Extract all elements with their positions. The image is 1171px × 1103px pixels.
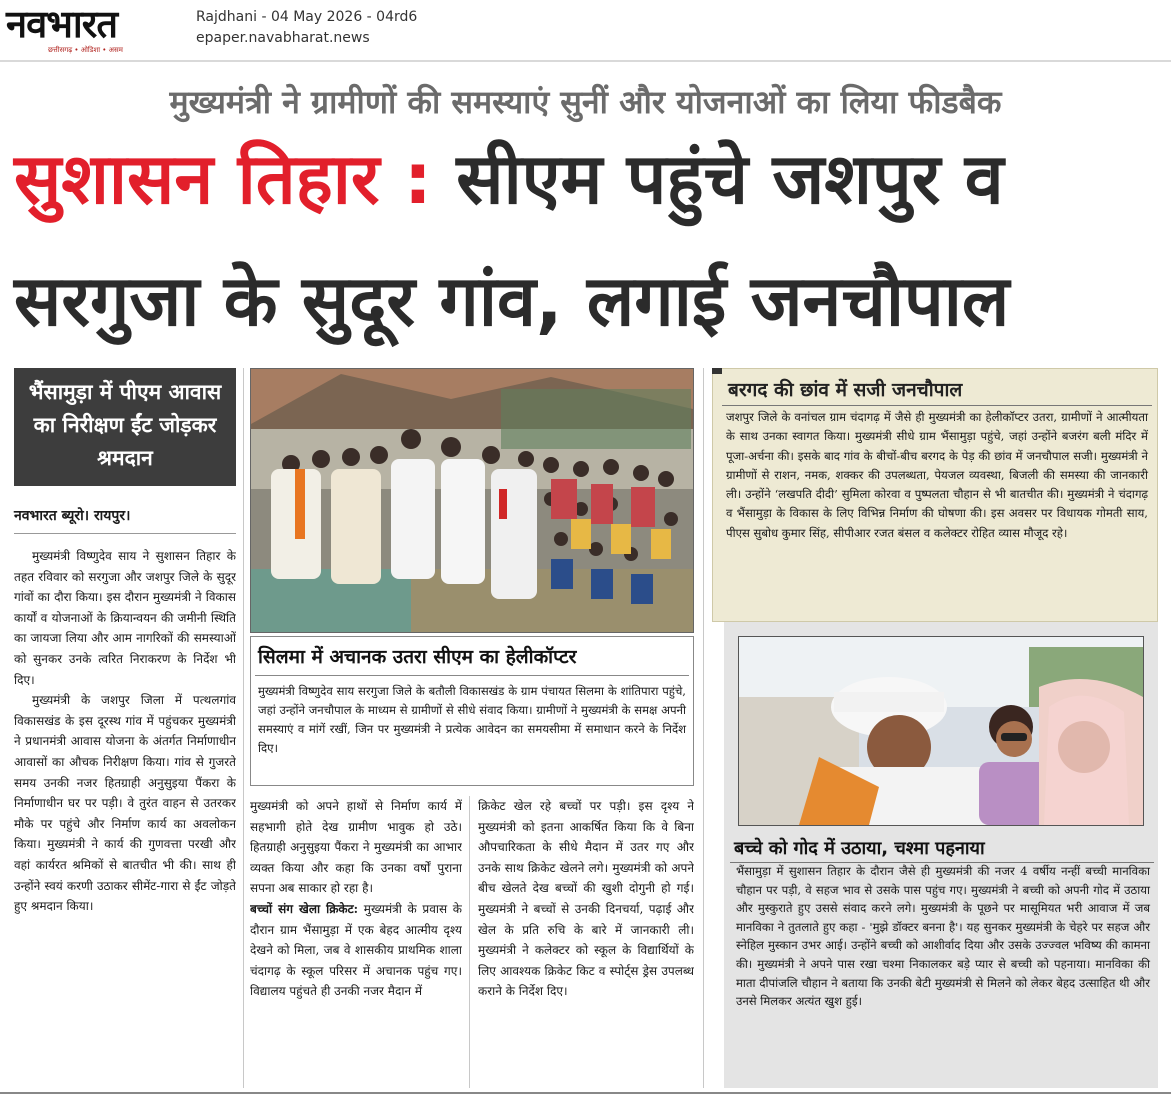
side-story-title: भैंसामुड़ा में पीएम आवास का निरीक्षण ईंट जोड़कर श्रमदान [28,380,222,470]
jan-chaupal-photo [250,368,694,633]
bargad-accent-mark [712,368,722,374]
middle-col1-para-2-text: मुख्यमंत्री के प्रवास के दौरान ग्राम भैंसामुड़ा में एक बेहद आत्मीय दृश्य देखने को मिला, जब वे शासकीय प्राथमिक शाला चंदागढ़ के स्कूल परिसर में अचानक पहुंच गए। विद्यालय पहुंचते ही उनकी नजर मैदान में [250,901,462,999]
column-divider [243,368,244,1088]
page-bottom-divider [0,1092,1171,1094]
edition-info: Rajdhani - 04 May 2026 - 04rd6 [196,9,418,25]
byline-divider [14,533,236,534]
bargad-story-body [726,408,1148,543]
middle-col2-para: क्रिकेट खेल रहे बच्चों पर पड़ी। इस दृश्य ने मुख्यमंत्री को इतना आकर्षित किया कि वे बिना औपचारिकता के सीधे मैदान में उतर गए और उनके साथ क्रिकेट खेलने लगे। मुख्यमंत्री को अपने बीच खेलते देख बच्चों की खुशी दोगुनी हो गई। मुख्यमंत्री ने बच्चों से उनकी दिनचर्या, पढ़ाई और खेल के प्रति रुचि के बारे में जानकारी ली। मुख्यमंत्री ने कलेक्टर को स्कूल के विद्यार्थियों के लिए आवश्यक क्रिकेट किट व स्पोर्ट्स ड्रेस उपलब्ध कराने के निर्देश दिए। [478,799,694,999]
bargad-story-para: जशपुर जिले के वनांचल ग्राम चंदागढ़ में जैसे ही मुख्यमंत्री का हेलीकॉप्टर उतरा, ग्रामीणों ने आत्मीयता के साथ उनका स्वागत किया। मुख्यमंत्री सीधे ग्राम भैंसामुड़ा पहुंचे, जहां उन्होंने बजरंग बली मंदिर में पूजा-अर्चना की। इसके बाद गांव के बीचों-बीच बरगद के पेड़ की छांव में जनचौपाल सजी। मुख्यमंत्री ने ग्रामीणों से राशन, नमक, शक्कर की उपलब्धता, पेयजल व्यवस्था, बिजली की समस्या की जानकारी ली। उन्होंने ‘लखपति दीदी’ सुमिला कोरवा व पुष्पलता चौहान से भी बातचीत की। मुख्यमंत्री ने चंदागढ़ व भैंसामुड़ा के विकास के लिए विभिन्न निर्माण की घोषणा की। इस अवसर पर विधायक गोमती साय, पीएस सुबोध कुमार सिंह, सीपीआर रजत बंसल व कलेक्टर रोहित व्यास मौजूद रहे। [726,410,1148,540]
side-story-body [14,546,236,1086]
headline-line-2: सरगुजा के सुदूर गांव, लगाई जनचौपाल [14,260,1010,342]
child-story-title: बच्चे को गोद में उठाया, चश्मा पहनाया [734,838,985,859]
middle-column-2 [478,796,694,1088]
child-story-body [736,862,1150,1011]
masthead-divider [0,60,1171,62]
side-story-para-1: मुख्यमंत्री विष्णुदेव साय ने सुशासन तिहार के तहत रविवार को सरगुजा और जशपुर जिले के सुदूर गांवों का दौरा किया। इस दौरान मुख्यमंत्री ने विकास कार्यों व योजनाओं के क्रियान्वयन की जमीनी स्थिति का जायजा लिया और आम नागरिकों की समस्याओं को सुनकर उनके त्वरित निराकरण के निर्देश भी दिए। [14,549,236,687]
bargad-story-title: बरगद की छांव में सजी जनचौपाल [728,379,963,401]
child-photo-illustration [739,637,1143,825]
child-story-para: भैंसामुड़ा में सुशासन तिहार के दौरान जैसे ही मुख्यमंत्री की नजर 4 वर्षीय नन्हीं बच्ची मानविका चौहान पर पड़ी, वे सहज भाव से उसके पास पहुंच गए। मुख्यमंत्री ने बच्ची को अपनी गोद में उठाया और मुस्कुराते हुए उससे संवाद करने लगे। मुख्यमंत्री के पूछने पर मासूमियत भरी आवाज में जब मानविका ने तुतलाते हुए कहा - 'मुझे डॉक्टर बनना है'। यह सुनकर मुख्यमंत्री के चेहरे पर सहज और स्नेहिल मुस्कान उभर आई। उन्होंने बच्ची को आशीर्वाद दिया और उसके उज्ज्वल भविष्य की कामना की। मुख्यमंत्री ने अपने पास रखा चश्मा निकालकर बड़े प्यार से बच्ची को पहनाया। मानविका की माता दीपांजलि चौहान ने बताया कि उनकी बेटी मुख्यमंत्री से मिलने को लेकर बेहद उत्साहित थी और उनसे मिलकर अत्यंत खुश हुई। [736,864,1150,1009]
logo-tagline: छत्तीसगढ़ • ओडिशा • असम [48,46,123,54]
cricket-subheading: बच्चों संग खेला क्रिकेट: [250,901,359,916]
headline-red-part: सुशासन तिहार : [14,138,432,220]
jan-chaupal-photo-illustration [251,369,693,632]
newspaper-logo: नवभारत [6,1,117,46]
child-photo [738,636,1144,826]
silma-title-divider [255,675,689,676]
bargad-title-divider [722,405,1152,406]
silma-story-body [258,682,686,758]
silma-story-title: सिलमा में अचानक उतरा सीएम का हेलीकॉप्टर [258,646,577,668]
site-url[interactable]: epaper.navabharat.news [196,30,370,46]
middle-col1-para-1: मुख्यमंत्री को अपने हाथों से निर्माण कार्य में सहभागी होते देख ग्रामीण भावुक हो उठे। हितग्राही अनुसुइया पैंकरा ने मुख्यमंत्री का आभार व्यक्त किया और कहा कि उनका वर्षों पुराना सपना अब साकार हो रहा है। [250,799,462,896]
headline-kicker: मुख्यमंत्री ने ग्रामीणों की समस्याएं सुनीं और योजनाओं का लिया फीडबैक [169,83,1002,121]
middle-col1-para-2 [250,899,462,1002]
headline-line-1 [14,136,1164,222]
middle-column-1 [250,796,462,1088]
column-divider [469,796,470,1088]
masthead [0,0,1171,60]
side-story-para-2: मुख्यमंत्री के जशपुर जिला में पत्थलगांव विकासखंड के इस दूरस्थ गांव में पहुंचकर मुख्यमंत्री ने प्रधानमंत्री आवास योजना के अंतर्गत निर्माणाधीन आवासों का औचक निरीक्षण किया। गांव से गुजरते समय उनकी नजर हितग्राही अनुसुइया पैंकरा के निर्माणाधीन घर पर पड़ी। वे तुरंत वाहन से उतरकर मौके पर पहुंचे और निर्माण कार्य का अवलोकन किया। मुख्यमंत्री ने कार्य की गुणवत्ता परखी और वहां कार्यरत श्रमिकों से बातचीत भी की। साथ ही उन्होंने स्वयं करणी उठाकर सीमेंट-गारा से ईंट जोड़ते हुए श्रमदान किया। [14,693,236,914]
column-divider [703,368,704,1088]
headline-rest-part: सीएम पहुंचे जशपुर व [456,138,1004,220]
byline: नवभारत ब्यूरो। रायपुर। [14,508,131,524]
silma-story-para: मुख्यमंत्री विष्णुदेव साय सरगुजा जिले के बतौली विकासखंड के ग्राम पंचायत सिलमा के शांतिपारा पहुंचे, जहां उन्होंने जनचौपाल के माध्यम से ग्रामीणों से सीधे संवाद किया। ग्रामीणों ने मुख्यमंत्री के समक्ष अपनी समस्याएं व मांगें रखीं, जिन पर मुख्यमंत्री ने प्रत्येक आवेदन का समयसीमा में समाधान करने के निर्देश दिए। [258,684,686,755]
